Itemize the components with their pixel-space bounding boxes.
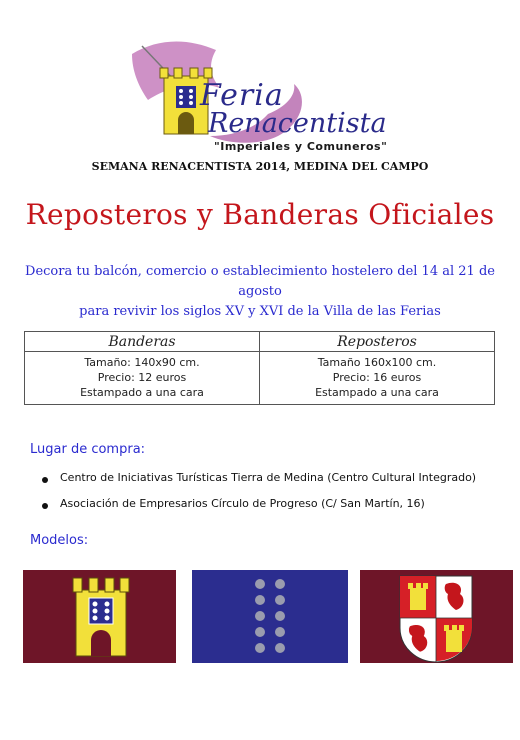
table-header-row [25, 332, 495, 352]
intro-line-1: Decora tu balcón, comercio o establecimiento hostelero del 14 al 21 de agosto [25, 264, 495, 299]
reposteros-size: Tamaño 160x100 cm. [317, 356, 437, 369]
list-item: Centro de Iniciativas Turísticas Tierra de Medina (Centro Cultural Integrado) [60, 471, 477, 484]
banderas-size: Tamaño: 140x90 cm. [84, 356, 200, 369]
event-subtitle: SEMANA RENACENTISTA 2014, MEDINA DEL CAMPO [91, 160, 429, 173]
page-title: Reposteros y Banderas Oficiales [25, 198, 495, 231]
logo-tagline: "Imperiales y Comuneros" [214, 140, 388, 153]
header-reposteros: Reposteros [260, 332, 495, 352]
reposteros-price: Precio: 16 euros [332, 371, 422, 384]
purchase-heading: Lugar de compra: [30, 442, 146, 457]
banderas-price: Precio: 12 euros [97, 371, 187, 384]
bullet-icon [42, 477, 48, 483]
coat-of-arms-icon [360, 570, 513, 663]
logo-word-feria: Feria [200, 78, 284, 113]
model-image-blue-roundels [192, 570, 348, 663]
list-item: Asociación de Empresarios Círculo de Progreso (C/ San Martín, 16) [60, 497, 425, 510]
logo-word-renacentista: Renacentista [208, 108, 387, 139]
model-image-coat-of-arms [360, 570, 513, 663]
model-image-castle [23, 570, 176, 663]
models-heading: Modelos: [30, 533, 89, 548]
roundels-icon [192, 570, 348, 663]
reposteros-details [260, 352, 495, 405]
table-row [25, 352, 495, 405]
banderas-print: Estampado a una cara [80, 386, 204, 399]
castle-icon [23, 570, 176, 663]
intro-text [20, 262, 500, 322]
bullet-icon [42, 503, 48, 509]
reposteros-print: Estampado a una cara [315, 386, 439, 399]
price-table [24, 331, 495, 405]
banderas-details [25, 352, 260, 405]
header-banderas: Banderas [25, 332, 260, 352]
festival-logo [118, 36, 418, 162]
intro-line-2: para revivir los siglos XV y XVI de la Villa de las Ferias [79, 304, 441, 319]
